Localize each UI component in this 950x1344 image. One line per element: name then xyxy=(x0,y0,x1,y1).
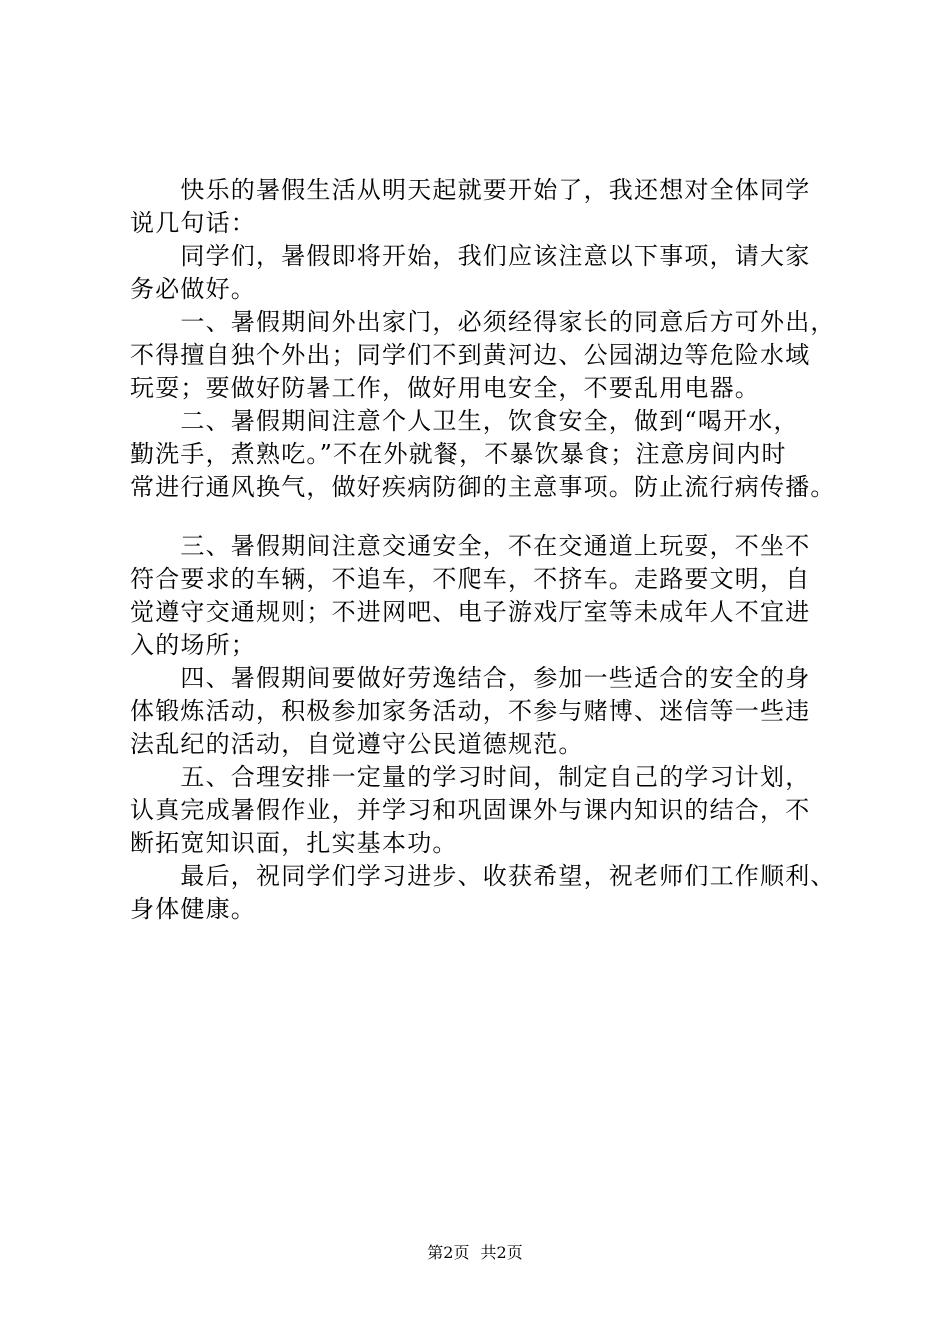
paragraph-line: 同学们，暑假即将开始，我们应该注意以下事项，请大家 xyxy=(130,242,811,270)
paragraph-line: 觉遵守交通规则；不进网吧、电子游戏厅室等未成年人不宜进 xyxy=(130,598,811,626)
paragraph-line: 玩耍；要做好防暑工作，做好用电安全，不要乱用电器。 xyxy=(130,374,760,402)
paragraph-line: 符合要求的车辆，不追车，不爬车，不挤车。走路要文明，自 xyxy=(130,565,811,593)
page-number: 第2页 xyxy=(427,1243,470,1262)
paragraph-gap xyxy=(130,504,845,530)
paragraph-line: 体锻炼活动，积极参加家务活动，不参与赌博、迷信等一些违 xyxy=(130,697,811,725)
paragraph-line: 法乱纪的活动，自觉遵守公民道德规范。 xyxy=(130,730,584,758)
paragraph-line: 认真完成暑假作业，并学习和巩固课外与课内知识的结合，不 xyxy=(130,796,811,824)
paragraph-line: 一、暑假期间外出家门，必须经得家长的同意后方可外出， xyxy=(130,308,836,336)
paragraph-line: 最后，祝同学们学习进步、收获希望，祝老师们工作顺利、 xyxy=(130,862,836,890)
paragraph-line: 勤洗手，煮熟吃。”不在外就餐，不暴饮暴食；注意房间内时 xyxy=(130,440,787,468)
paragraph-line: 身体健康。 xyxy=(130,895,256,923)
paragraph-line: 三、暑假期间注意交通安全，不在交通道上玩耍，不坐不 xyxy=(130,532,811,560)
paragraph-line: 入的场所； xyxy=(130,631,256,659)
paragraph-line: 务必做好。 xyxy=(130,275,256,303)
paragraph-line: 不得擅自独个外出；同学们不到黄河边、公园湖边等危险水域 xyxy=(130,341,811,369)
page-footer xyxy=(0,1243,950,1263)
paragraph-line: 四、暑假期间要做好劳逸结合，参加一些适合的安全的身 xyxy=(130,664,811,692)
paragraph-line: 说几句话： xyxy=(130,209,256,237)
paragraph-line: 二、暑假期间注意个人卫生，饮食安全，做到“喝开水， xyxy=(130,407,799,435)
document-body xyxy=(130,174,845,926)
paragraph-line: 断拓宽知识面，扎实基本功。 xyxy=(130,829,458,857)
paragraph-line: 五、合理安排一定量的学习时间，制定自己的学习计划， xyxy=(130,763,811,791)
page-total: 共2页 xyxy=(480,1243,523,1262)
paragraph-line: 快乐的暑假生活从明天起就要开始了，我还想对全体同学 xyxy=(130,176,811,204)
paragraph-line: 常进行通风换气，做好疾病防御的主意事项。防止流行病传播。 xyxy=(130,473,836,501)
